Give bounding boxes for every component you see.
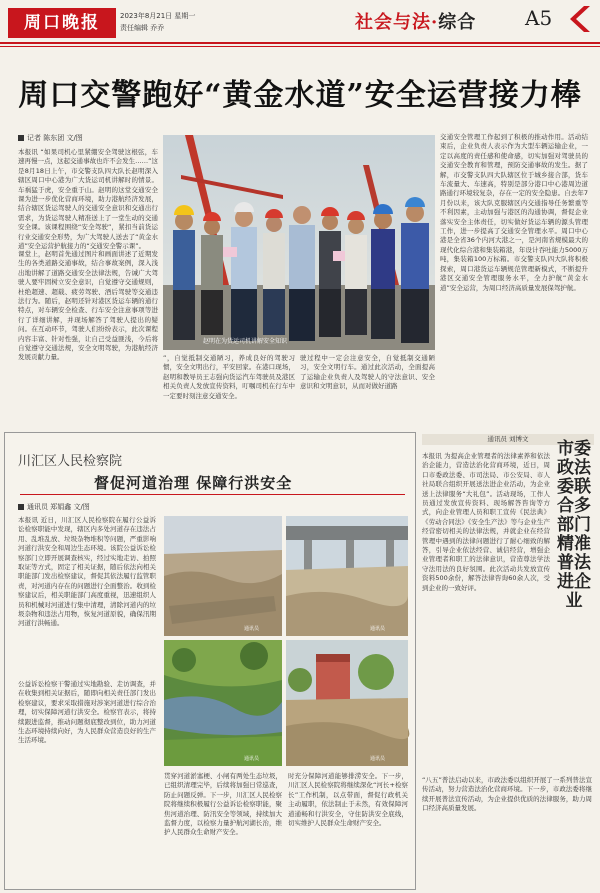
masthead <box>0 0 600 58</box>
river-photo-3 <box>164 640 282 766</box>
box-title-rule <box>20 494 405 495</box>
newspaper-logo: 周口晚报 <box>8 8 116 38</box>
chevron-left-icon <box>566 4 596 34</box>
section-sub: 综合 <box>438 12 477 33</box>
top-photo-caption: 赵明在为货运司机讲解安全知识 <box>203 338 288 345</box>
masthead-rule <box>0 42 600 44</box>
top-story-below1: ”，自觉抵制交通陋习，养成良好的驾驶习惯，安全文明出行，平安回家。在港口现场，赵明和教导员王志强向货运汽车驾驶员及港区相关负责人发放宣传资料，叮嘱司机在行车中一定要时刻注意交通安全。 <box>163 354 295 400</box>
photo3-tag: 通讯员 <box>244 756 260 762</box>
section-title: 社会与法·综合 <box>355 12 477 33</box>
masthead-rule-thin <box>0 46 600 47</box>
people-group <box>173 197 429 343</box>
river-photo-4 <box>286 640 408 766</box>
box-story-col2: 公益诉讼检察干警通过实地勘验、走访调查，并在收集到相关证据后，随即向相关责任部门发出检察建议，要求采取措施对涉案河道进行综合治理，切实保障河道行洪安全。检察官表示，将持续跟进监督，推动问题彻底整改到位，助力河道生态环境持续向好，为人民群众营造良好的生产生活环境。 <box>18 680 156 745</box>
river-photo-2 <box>286 516 408 636</box>
box-story-col4: 时充分保障河道能够排涝安全。下一步，川汇区人民检察院将继续深化“河长+检察长”工作机制，以点带面，督促行政机关主动履职，依法制止于未然，有效保障河道通畅和行洪安全，守住防洪安全底线，切实维护人民群众生命财产安全。 <box>288 772 408 828</box>
box-story-col1: 本报讯 近日，川汇区人民检察院在履行公益诉讼检察职能中发现，辖区内多处河道存在违法占用、乱堆乱放、垃圾杂物堆积等问题，严重影响河道行洪安全和周边生态环境。该院公益诉讼检察部门立即开展调查核实，经过实地走访、拍照取证等方式，固定了相关证据，随后依法向相关职能部门发出检察建议，督促其依法履行监管职责，对河道内存在的问题进行全面整治。收到检察建议后，相关职能部门高度重视，迅速组织人员和机械对河道进行集中清理，清除河道内的垃圾杂物和违法占用物，恢复河道原貌，确保汛期河道行洪畅通。 <box>18 516 156 628</box>
photo4-tag: 通讯员 <box>370 756 386 762</box>
top-story-col1: 本报讯 “如果司机心里紧绷安全驾驶这根弦，车速再慢一点，这起交通事故也许不会发生……”这是8月18日上午，市交警支队四大队长赵明深入辖区周口中心港为广大货运司机讲解时的情景。车祸猛于虎，安全重于山。赵明的这堂交通安全课为进一步优化营商环境，助力港航经济发展，结合辖区货运驾驶人的交通安全意识和交通出行需求，为货运驾驶人精准送上了一堂生动的交通安全课。该课程围绕“安全驾驶”，紧扣当前货运行业交通安全形势，为广大驾驶人送去了“黄金水道”安全运营护航接力的“交通安全警示课”。 <box>18 148 158 251</box>
river-photo-1 <box>164 516 282 636</box>
photo1-tag: 通讯员 <box>244 626 260 632</box>
photo2-tag: 通讯员 <box>370 626 386 632</box>
page-number: A5 <box>525 6 553 30</box>
issue-date: 2023年8月21日 星期一 <box>120 12 196 20</box>
main-headline: 周口交警跑好“黄金水道”安全运营接力棒 <box>18 78 582 113</box>
section-name: 社会与法 <box>355 12 431 33</box>
box-story-header: 川汇区人民检察院 <box>18 454 123 469</box>
top-story-photo <box>163 135 435 350</box>
top-story-right-col: 交通安全管理工作起到了积极的推动作用。活动结束后，企业负责人表示作为大型车辆运输企业，一定以高度的责任感和使命感，切实加强对驾驶员的交通安全教育和管理，预防交通事故的发生。据了解，市交警支队四大队辖区位于城乡接合部，货车车流量大、车速高，特别是部分港口中心港周边道路通行环境较复杂，存在一定的安全隐患。自去年7月份以来，该大队克服辖区内交通指导任务繁重等不利因素，主动加强与港区的沟通协调，督促企业落实安全主体责任，切实做好货运车辆的源头管理工作，进一步提高了交通安全管理水平。周口中心港是全省36个内河大港之一，是河南省规模最大的现代化综合港和集装箱港，年设计吞吐能力5000万吨，集装箱100万标箱。市交警支队四大队将积极探索，周口港货运车辆规范管理新模式，不断提升港区交通安全管理服务水平，全力护航“黄金水道”安全运营，为周口经济高质量发展保驾护航。 <box>440 133 588 292</box>
box-story-col3: 贯穿河道淤塞梗、小闸有两处生态垃圾，已组织清理完毕，后续将加强日常巡查，防止问题反弹。下一步，川汇区人民检察院将继续积极履行公益诉讼检察职能，聚焦河道治理、防汛安全等领域，持续加大监督力度，以检察力量护航河湖长治，维护人民群众生命财产安全。 <box>164 772 282 837</box>
side-story-title: 市委政法委联合多部门精准普法进企业 <box>557 439 591 611</box>
top-story-col2: 课堂上，赵明首先通过图片和画面讲述了近期发生的各类道路交通事故，结合事故案例，深入浅出地讲解了道路交通安全法律法规，告诫广大驾驶人要牢固树立安全意识，自觉遵守交通规则，杜绝超速、超载、疲劳驾驶、酒后驾驶等交通违法行为。随后，赵明还针对港区货运车辆的通行特点，对车辆安全检查、行车安全注意事项等进行了详细讲解，并现场解答了驾驶人提出的疑问。在互动环节，驾驶人们纷纷表示，此次课程内容丰富、针对性强，让自己受益匪浅，今后将自觉遵守交通法规，安全文明驾驶，为港航经济发展贡献力量。 <box>18 250 158 362</box>
box-story-byline: 通讯员 郑娟鑫 文/图 <box>18 502 90 512</box>
top-story-byline: 记者 陈东团 文/图 <box>18 133 83 143</box>
side-story-body: 本报讯 为提高企业管理者的法律素养和依法治企能力，营造法治化营商环境，近日，周口市委政法委、市司法局、市公安局、市人社局联合组织开展送法进企业活动，为企业送上法律服务“大礼包”。活动现场，工作人员通过发放宣传资料、现场解答咨询等方式，向企业管理人员和职工宣传《民法典》《劳动合同法》《安全生产法》等与企业生产经营密切相关的法律法规，并就企业在经营管理中遇到的法律问题进行了耐心细致的解答，引导企业依法经营、诚信经营，增强企业管理者和职工的法律意识，营造尊法学法守法用法的良好氛围。此次活动共发放宣传资料500余份，解答法律咨询60余人次，受到企业的一致好评。 <box>422 452 550 592</box>
side-story-tail: “八五”普法启动以来，市政法委以组织开展了一系列普法宣传活动，努力营造法治化营商环境。下一步，市政法委将继续开展普法宣传活动，为企业提供优质的法律服务，助力周口经济高质量发展。 <box>422 776 592 813</box>
issue-editor: 责任编辑 乔乔 <box>120 24 165 32</box>
box-story-title: 督促河道治理 保障行洪安全 <box>94 474 293 492</box>
top-story-below2: 驶过程中一定会注意安全，自觉抵制交通陋习，安全文明行车。通过此次活动，全面提高了运输企业负责人及驾驶人的守法意识、安全意识和文明意识，从而对做好道路 <box>300 354 435 391</box>
side-story-byline: 通讯员 刘博文 <box>422 434 594 445</box>
issue-meta <box>120 10 195 34</box>
